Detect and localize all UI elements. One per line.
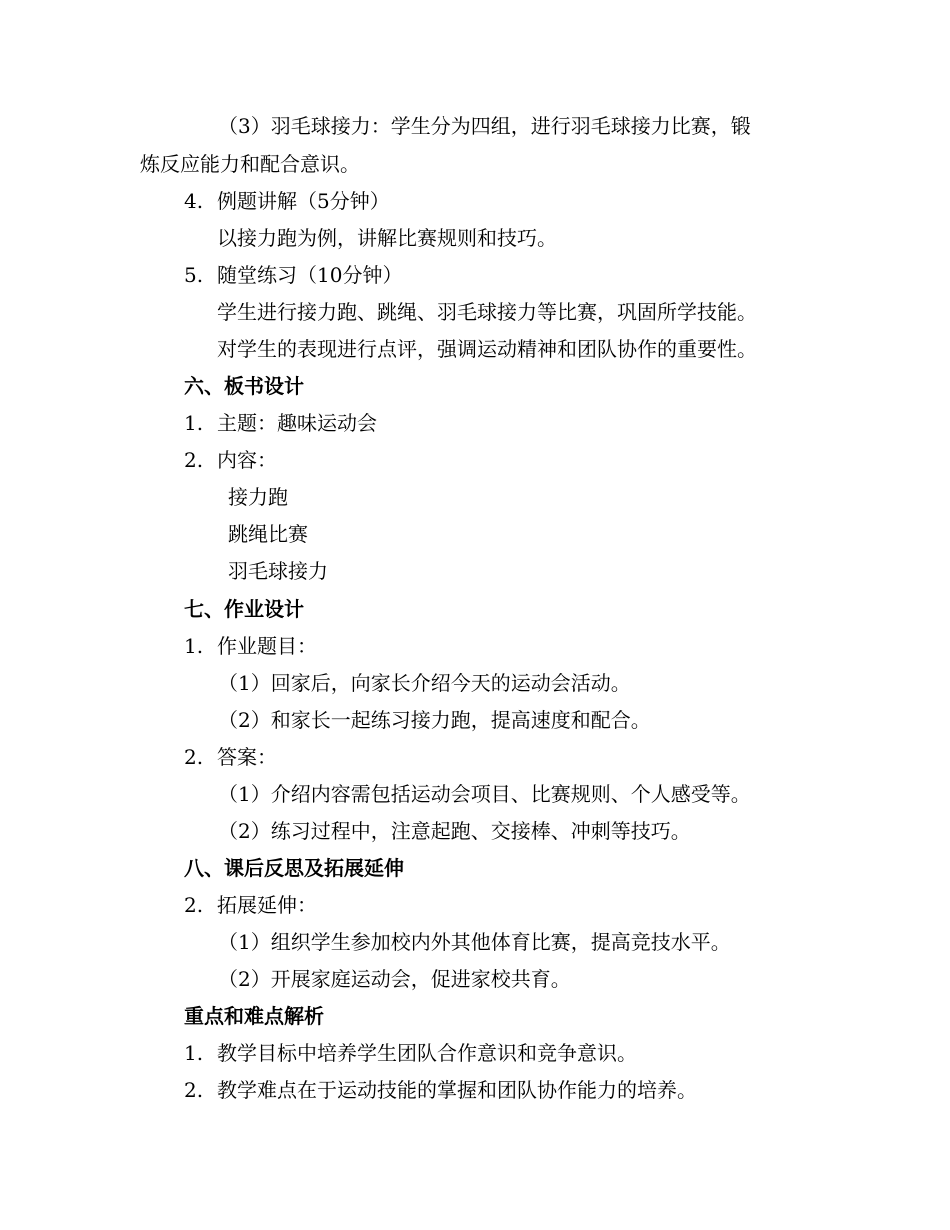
section-6-item-1 — [184, 410, 377, 436]
keypoint-text: 教学目标中培养学生团队合作意识和竞争意识。 — [217, 1041, 637, 1065]
section-6-item-2-number: 2. — [184, 448, 204, 472]
content-item: 接力跑 — [228, 485, 288, 509]
step-4-body: 以接力跑为例，讲解比赛规则和技巧。 — [217, 226, 557, 250]
content-item: 羽毛球接力 — [228, 559, 328, 583]
section-7-item-1-number: 1. — [184, 634, 204, 658]
section-6-item-2-text: 内容： — [217, 448, 277, 472]
section-7-item-1-text: 作业题目： — [217, 634, 317, 658]
keypoint-text: 教学难点在于运动技能的掌握和团队协作能力的培养。 — [217, 1078, 697, 1102]
homework-answer: （2）练习过程中，注意起跑、交接棒、冲刺等技巧。 — [218, 819, 691, 843]
step-5-title: 随堂练习（10分钟） — [217, 263, 403, 287]
homework-question: （1）回家后，向家长介绍今天的运动会活动。 — [218, 671, 631, 695]
section-8-item-2 — [184, 892, 317, 918]
keypoint-item — [184, 1040, 637, 1066]
content-item: 跳绳比赛 — [228, 522, 308, 546]
keypoint-number: 1. — [184, 1041, 204, 1065]
extension-item: （1）组织学生参加校内外其他体育比赛，提高竞技水平。 — [218, 930, 731, 954]
summary-text: 对学生的表现进行点评，强调运动精神和团队协作的重要性。 — [217, 337, 757, 361]
step-4-number: 4. — [184, 189, 204, 213]
extension-item: （2）开展家庭运动会，促进家校共育。 — [218, 967, 571, 991]
section-7-item-2-text: 答案： — [217, 745, 277, 769]
section-6-item-1-text: 主题：趣味运动会 — [217, 411, 377, 435]
step-4-title: 例题讲解（5分钟） — [217, 189, 390, 213]
section-8-item-2-text: 拓展延伸： — [217, 893, 317, 917]
section-7-item-1 — [184, 633, 317, 659]
keypoint-item — [184, 1077, 697, 1103]
section-8-item-2-number: 2. — [184, 893, 204, 917]
step-5-number: 5. — [184, 263, 204, 287]
step-5-body: 学生进行接力跑、跳绳、羽毛球接力等比赛，巩固所学技能。 — [217, 300, 757, 324]
step-4 — [184, 188, 390, 214]
step-5 — [184, 262, 402, 288]
section-6-item-2 — [184, 447, 277, 473]
intro-line-1: （3）羽毛球接力：学生分为四组，进行羽毛球接力比赛，锻 — [218, 114, 751, 138]
section-7-item-2-number: 2. — [184, 745, 204, 769]
keypoints-heading: 重点和难点解析 — [184, 1004, 324, 1028]
section-6-item-1-number: 1. — [184, 411, 204, 435]
section-7-heading: 七、作业设计 — [184, 597, 304, 621]
section-8-heading: 八、课后反思及拓展延伸 — [184, 856, 404, 880]
keypoint-number: 2. — [184, 1078, 204, 1102]
homework-question: （2）和家长一起练习接力跑，提高速度和配合。 — [218, 708, 651, 732]
section-7-item-2 — [184, 744, 277, 770]
section-6-heading: 六、板书设计 — [184, 374, 304, 398]
homework-answer: （1）介绍内容需包括运动会项目、比赛规则、个人感受等。 — [218, 782, 751, 806]
intro-line-2: 炼反应能力和配合意识。 — [140, 152, 360, 176]
